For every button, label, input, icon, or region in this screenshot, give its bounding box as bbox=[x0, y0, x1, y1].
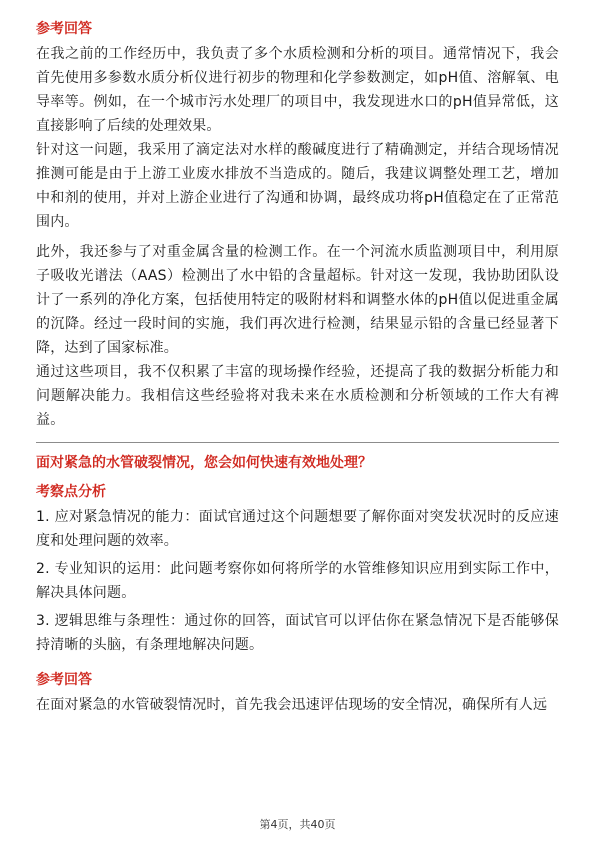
answer-paragraph-2: 针对这一问题，我采用了滴定法对水样的酸碱度进行了精确测定，并结合现场情况推测可能是由于上游工业废水排放不当造成的。随后，我建议调整处理工艺，增加中和剂的使用，并对上游企业进行了沟通和协调，最终成功将pH值稳定在了正常范围内。 bbox=[36, 142, 559, 230]
analysis-item-2: 2. 专业知识的运用：此问题考察你如何将所学的水管维修知识应用到实际工作中，解决具体问题。 bbox=[36, 561, 559, 601]
answer-paragraph-4: 通过这些项目，我不仅积累了丰富的现场操作经验，还提高了我的数据分析能力和问题解决能力。我相信这些经验将对我未来在水质检测和分析领域的工作大有裨益。 bbox=[36, 364, 559, 428]
page-content bbox=[36, 18, 559, 717]
reference-answer-heading-2: 参考回答 bbox=[36, 672, 92, 688]
answer-paragraph-3: 此外，我还参与了对重金属含量的检测工作。在一个河流水质监测项目中，利用原子吸收光谱法（AAS）检测出了水中铅的含量超标。针对这一发现，我协助团队设计了一系列的净化方案，包括使用特定的吸附材料和调整水体的pH值以促进重金属的沉降。经过一段时间的实施，我们再次进行检测，结果显示铅的含量已经显著下降，达到了国家标准。 bbox=[36, 244, 559, 356]
question-title: 面对紧急的水管破裂情况，您会如何快速有效地处理？ bbox=[36, 455, 372, 471]
analysis-item-3: 3. 逻辑思维与条理性：通过你的回答，面试官可以评估你在紧急情况下是否能够保持清晰的头脑，有条理地解决问题。 bbox=[36, 613, 559, 653]
page-number: 第4页，共40页 bbox=[259, 818, 336, 831]
section-divider bbox=[36, 442, 559, 443]
reference-answer-heading: 参考回答 bbox=[36, 21, 92, 37]
answer-paragraph-1: 在我之前的工作经历中，我负责了多个水质检测和分析的项目。通常情况下，我会首先使用多参数水质分析仪进行初步的物理和化学参数测定，如pH值、溶解氧、电导率等。例如，在一个城市污水处理厂的项目中，我发现进水口的pH值异常低，这直接影响了后续的处理效果。 bbox=[36, 46, 559, 134]
analysis-heading: 考察点分析 bbox=[36, 484, 106, 500]
answer-text-start: 在面对紧急的水管破裂情况时，首先我会迅速评估现场的安全情况，确保所有人远 bbox=[36, 697, 548, 713]
analysis-item-1: 1. 应对紧急情况的能力：面试官通过这个问题想要了解你面对突发状况时的反应速度和处理问题的效率。 bbox=[36, 509, 559, 549]
